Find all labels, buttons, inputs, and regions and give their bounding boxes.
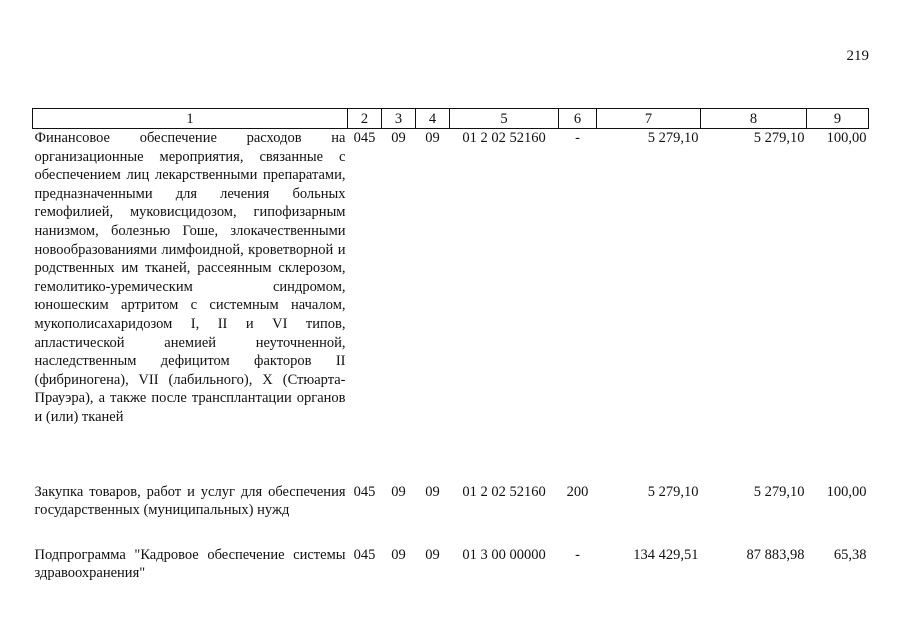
row-ministry-code: 045 (353, 483, 376, 500)
row-expense-type: - (575, 546, 580, 563)
row-expense-type: - (575, 130, 580, 146)
row-expense-type: 200 (566, 483, 589, 500)
header-col-5: 5 (450, 109, 559, 129)
page-number: 219 (846, 48, 869, 64)
row-section-code: 09 (391, 483, 406, 500)
row-target-article: 01 2 02 52160 (462, 483, 546, 500)
row-target-article: 01 3 00 00000 (462, 546, 546, 563)
row-percent: 100,00 (826, 130, 867, 146)
row-section-code: 09 (391, 546, 406, 563)
header-col-7: 7 (597, 109, 701, 129)
row-planned-amount: 134 429,51 (633, 546, 699, 563)
row-executed-amount: 87 883,98 (746, 546, 805, 563)
header-col-1: 1 (33, 109, 348, 129)
header-col-8: 8 (701, 109, 807, 129)
row-ministry-code: 045 (353, 130, 376, 146)
header-col-3: 3 (382, 109, 416, 129)
row-subsection-code: 09 (425, 546, 440, 563)
header-col-9: 9 (807, 109, 869, 129)
budget-table (32, 108, 869, 583)
header-col-4: 4 (416, 109, 450, 129)
row-section-code: 09 (391, 130, 406, 146)
row-name: Закупка товаров, работ и услуг для обеспечения государственных (муниципальных) нужд (34, 483, 346, 519)
row-executed-amount: 5 279,10 (753, 483, 805, 500)
table-row (33, 129, 869, 483)
row-subsection-code: 09 (425, 130, 440, 146)
row-target-article: 01 2 02 52160 (462, 130, 546, 146)
row-planned-amount: 5 279,10 (647, 130, 699, 146)
table-body (33, 129, 869, 583)
table-row (33, 483, 869, 546)
row-executed-amount: 5 279,10 (753, 130, 805, 146)
table-row (33, 546, 869, 583)
table-header (33, 109, 869, 129)
row-percent: 65,38 (833, 546, 867, 563)
row-ministry-code: 045 (353, 546, 376, 563)
row-percent: 100,00 (826, 483, 867, 500)
row-name: Финансовое обеспечение расходов на организационные мероприятия, связанные с обеспечением лиц лекарственными препаратами, предназначенными для лечения больных гемофилией, муковисцидозом, гипофизарным нанизмом, болезнью Гоше, злокачественными новообразованиями лимфоидной, кроветворной и родственных им тканей, рассеянным склерозом, гемолитико-уремическим синдромом, юношеским артритом с системным началом, мукополисахаридозом I, II и VI типов, апластической анемией неуточненной, наследственным дефицитом факторов II (фибриногена), VII (лабильного), X (Стюарта-Прауэра), а также после трансплантации органов и (или) тканей (34, 130, 346, 425)
header-col-2: 2 (348, 109, 382, 129)
header-col-6: 6 (559, 109, 597, 129)
header-row (33, 109, 869, 129)
row-subsection-code: 09 (425, 483, 440, 500)
row-name: Подпрограмма "Кадровое обеспечение системы здравоохранения" (34, 546, 346, 582)
row-planned-amount: 5 279,10 (647, 483, 699, 500)
